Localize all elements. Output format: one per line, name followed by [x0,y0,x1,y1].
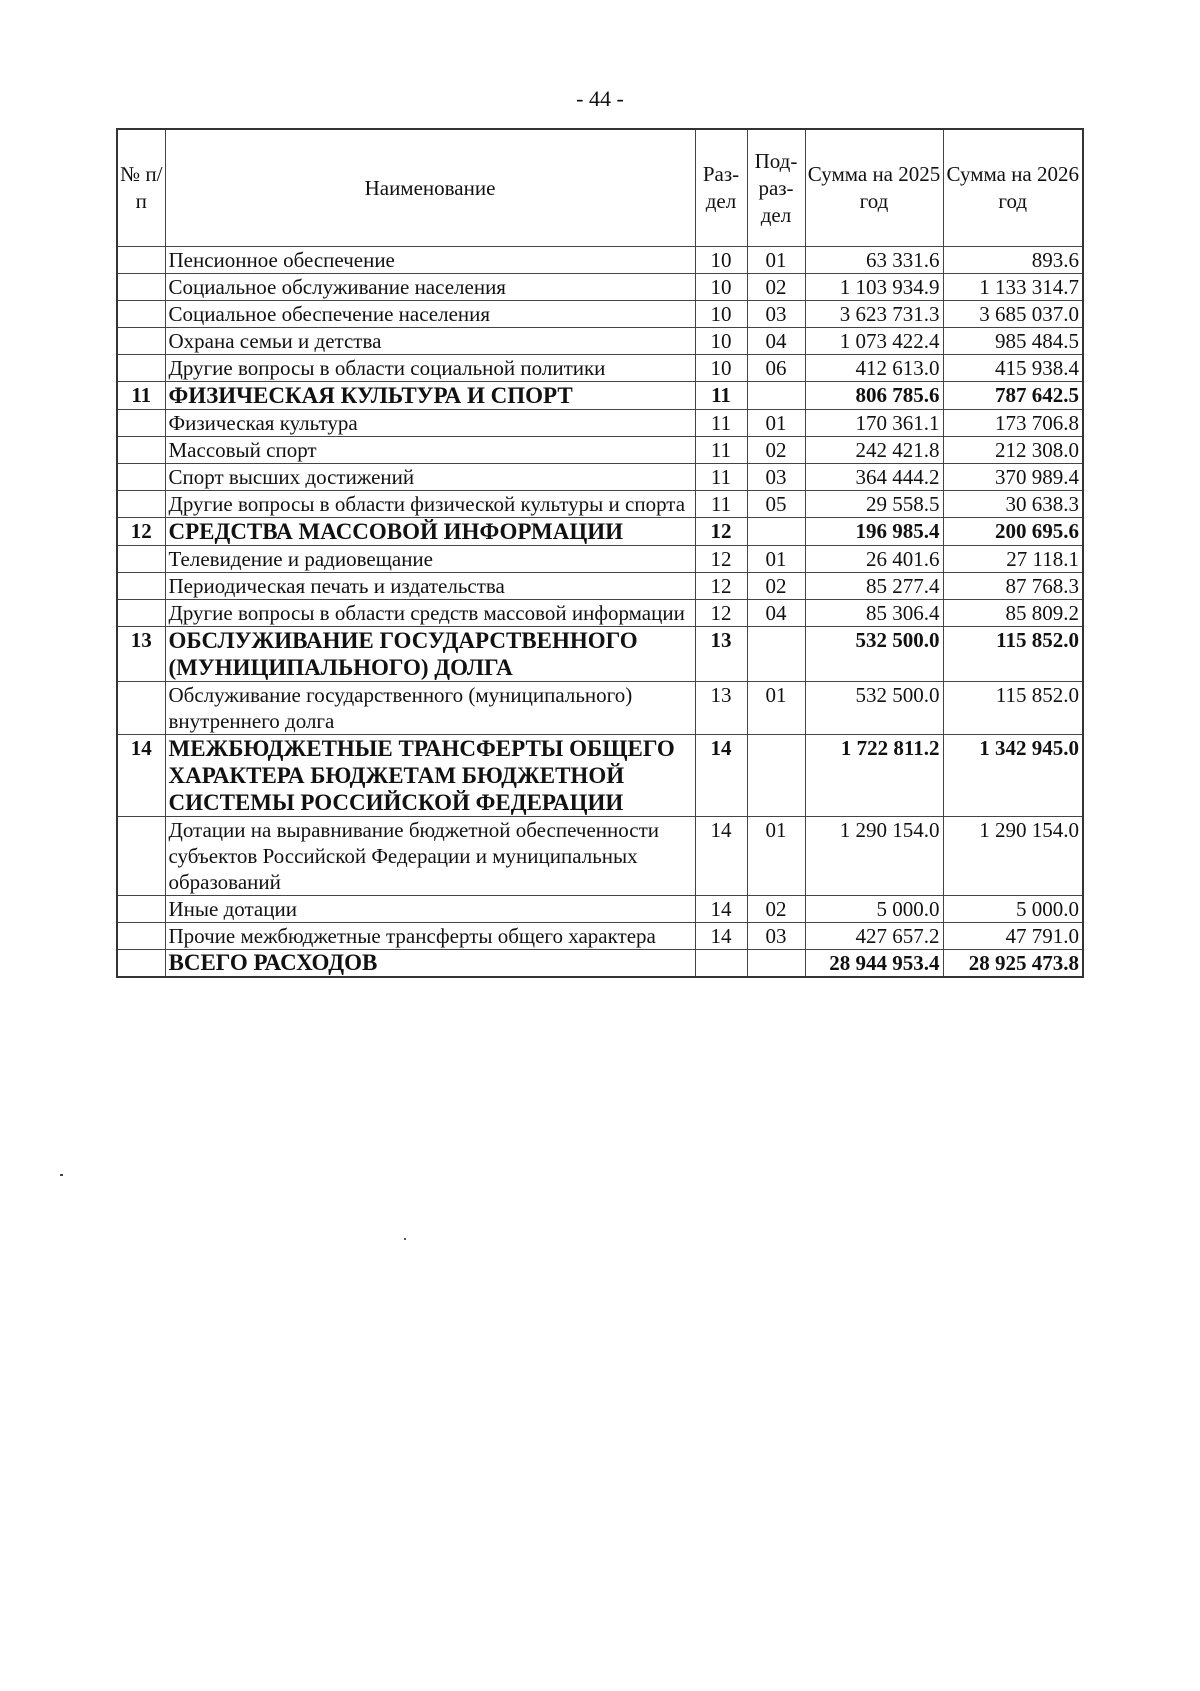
row-sum-2025: 1 290 154.0 [805,817,943,896]
row-subsection: 04 [747,328,805,355]
row-sum-2025: 85 277.4 [805,573,943,600]
row-subsection: 03 [747,464,805,491]
budget-table [116,128,1084,978]
row-section: 12 [695,518,747,546]
table-group-row [117,518,1083,546]
row-name: Другие вопросы в области социальной политики [165,355,695,382]
header-name: Наименование [165,129,695,247]
row-name: ВСЕГО РАСХОДОВ [165,950,695,978]
row-num: 14 [117,735,165,817]
row-sum-2025: 532 500.0 [805,682,943,735]
row-num [117,950,165,978]
row-subsection: 03 [747,301,805,328]
row-section: 14 [695,896,747,923]
row-sum-2026: 200 695.6 [943,518,1083,546]
row-sum-2026: 893.6 [943,247,1083,274]
table-row [117,464,1083,491]
row-sum-2026: 87 768.3 [943,573,1083,600]
header-sum-2026: Сумма на 2026 год [943,129,1083,247]
row-sum-2026: 1 290 154.0 [943,817,1083,896]
row-subsection: 02 [747,274,805,301]
row-section: 12 [695,573,747,600]
row-section: 13 [695,627,747,682]
row-sum-2026: 1 342 945.0 [943,735,1083,817]
row-num [117,491,165,518]
row-section [695,950,747,978]
row-name: ОБСЛУЖИВАНИЕ ГОСУДАРСТВЕННОГО (МУНИЦИПАЛЬНОГО) ДОЛГА [165,627,695,682]
row-num [117,247,165,274]
row-sum-2026: 415 938.4 [943,355,1083,382]
row-subsection: 01 [747,682,805,735]
row-name: ФИЗИЧЕСКАЯ КУЛЬТУРА И СПОРТ [165,382,695,410]
row-name: Массовый спорт [165,437,695,464]
row-sum-2025: 427 657.2 [805,923,943,950]
table-row [117,301,1083,328]
table-row [117,600,1083,627]
row-subsection: 01 [747,410,805,437]
row-num [117,573,165,600]
row-sum-2025: 1 722 811.2 [805,735,943,817]
row-sum-2026: 173 706.8 [943,410,1083,437]
budget-table-wrapper [116,128,1082,978]
row-num [117,410,165,437]
row-subsection [747,382,805,410]
row-num [117,896,165,923]
table-row [117,247,1083,274]
row-sum-2026: 370 989.4 [943,464,1083,491]
row-sum-2025: 1 073 422.4 [805,328,943,355]
row-subsection [747,735,805,817]
table-row [117,923,1083,950]
row-sum-2026: 985 484.5 [943,328,1083,355]
row-subsection: 02 [747,437,805,464]
row-num [117,301,165,328]
row-section: 12 [695,600,747,627]
row-name: Дотации на выравнивание бюджетной обеспеченности субъектов Российской Федерации и муниципальных образований [165,817,695,896]
table-row [117,491,1083,518]
row-num: 12 [117,518,165,546]
table-row [117,682,1083,735]
table-row [117,546,1083,573]
row-sum-2026: 787 642.5 [943,382,1083,410]
row-name: Иные дотации [165,896,695,923]
row-sum-2025: 28 944 953.4 [805,950,943,978]
row-name: Охрана семьи и детства [165,328,695,355]
row-subsection [747,950,805,978]
row-section: 11 [695,410,747,437]
row-section: 13 [695,682,747,735]
row-name: Другие вопросы в области средств массовой информации [165,600,695,627]
header-subsection: Под-раз-дел [747,129,805,247]
header-section: Раз-дел [695,129,747,247]
table-body [117,247,1083,978]
row-section: 11 [695,437,747,464]
row-num: 11 [117,382,165,410]
row-subsection: 02 [747,896,805,923]
scan-speck [404,1238,406,1240]
row-sum-2026: 47 791.0 [943,923,1083,950]
table-group-row [117,627,1083,682]
table-group-row [117,735,1083,817]
table-group-row [117,382,1083,410]
row-name: Другие вопросы в области физической культуры и спорта [165,491,695,518]
row-sum-2026: 27 118.1 [943,546,1083,573]
header-sum-2025: Сумма на 2025 год [805,129,943,247]
row-sum-2025: 29 558.5 [805,491,943,518]
row-subsection: 03 [747,923,805,950]
table-header-row [117,129,1083,247]
row-num [117,682,165,735]
row-name: Периодическая печать и издательства [165,573,695,600]
row-sum-2026: 3 685 037.0 [943,301,1083,328]
row-name: Физическая культура [165,410,695,437]
scan-speck [60,1174,63,1176]
row-section: 14 [695,817,747,896]
row-name: МЕЖБЮДЖЕТНЫЕ ТРАНСФЕРТЫ ОБЩЕГО ХАРАКТЕРА БЮДЖЕТАМ БЮДЖЕТНОЙ СИСТЕМЫ РОССИЙСКОЙ ФЕДЕРАЦИИ [165,735,695,817]
row-sum-2025: 26 401.6 [805,546,943,573]
row-sum-2025: 3 623 731.3 [805,301,943,328]
row-section: 11 [695,464,747,491]
row-section: 10 [695,301,747,328]
row-subsection: 01 [747,817,805,896]
table-row [117,437,1083,464]
row-sum-2026: 30 638.3 [943,491,1083,518]
row-num [117,328,165,355]
row-num [117,817,165,896]
row-name: Социальное обеспечение населения [165,301,695,328]
row-name: Пенсионное обеспечение [165,247,695,274]
row-name: Спорт высших достижений [165,464,695,491]
row-section: 14 [695,735,747,817]
row-sum-2026: 5 000.0 [943,896,1083,923]
row-sum-2025: 242 421.8 [805,437,943,464]
header-num: № п/п [117,129,165,247]
row-subsection: 06 [747,355,805,382]
row-num [117,923,165,950]
row-sum-2025: 170 361.1 [805,410,943,437]
row-section: 10 [695,247,747,274]
row-sum-2026: 115 852.0 [943,627,1083,682]
row-sum-2025: 85 306.4 [805,600,943,627]
table-row [117,355,1083,382]
table-row [117,817,1083,896]
row-section: 14 [695,923,747,950]
row-sum-2025: 196 985.4 [805,518,943,546]
row-section: 10 [695,328,747,355]
row-num [117,437,165,464]
row-num [117,355,165,382]
row-sum-2026: 115 852.0 [943,682,1083,735]
row-subsection: 02 [747,573,805,600]
row-sum-2025: 806 785.6 [805,382,943,410]
row-subsection: 01 [747,247,805,274]
row-name: СРЕДСТВА МАССОВОЙ ИНФОРМАЦИИ [165,518,695,546]
row-sum-2026: 28 925 473.8 [943,950,1083,978]
row-name: Прочие межбюджетные трансферты общего характера [165,923,695,950]
row-subsection [747,518,805,546]
table-row [117,573,1083,600]
row-sum-2025: 412 613.0 [805,355,943,382]
row-name: Обслуживание государственного (муниципального) внутреннего долга [165,682,695,735]
table-row [117,274,1083,301]
row-num: 13 [117,627,165,682]
row-section: 12 [695,546,747,573]
row-subsection [747,627,805,682]
row-sum-2025: 5 000.0 [805,896,943,923]
row-subsection: 01 [747,546,805,573]
table-row [117,410,1083,437]
row-num [117,546,165,573]
row-sum-2025: 1 103 934.9 [805,274,943,301]
row-section: 11 [695,491,747,518]
row-num [117,464,165,491]
page-number: - 44 - [576,86,624,111]
table-total-row [117,950,1083,978]
row-name: Телевидение и радиовещание [165,546,695,573]
row-section: 10 [695,355,747,382]
row-num [117,274,165,301]
row-sum-2025: 63 331.6 [805,247,943,274]
row-section: 11 [695,382,747,410]
row-num [117,600,165,627]
row-section: 10 [695,274,747,301]
row-subsection: 05 [747,491,805,518]
row-sum-2025: 532 500.0 [805,627,943,682]
table-row [117,896,1083,923]
row-sum-2026: 212 308.0 [943,437,1083,464]
row-sum-2026: 85 809.2 [943,600,1083,627]
table-row [117,328,1083,355]
row-sum-2025: 364 444.2 [805,464,943,491]
row-sum-2026: 1 133 314.7 [943,274,1083,301]
row-name: Социальное обслуживание населения [165,274,695,301]
row-subsection: 04 [747,600,805,627]
